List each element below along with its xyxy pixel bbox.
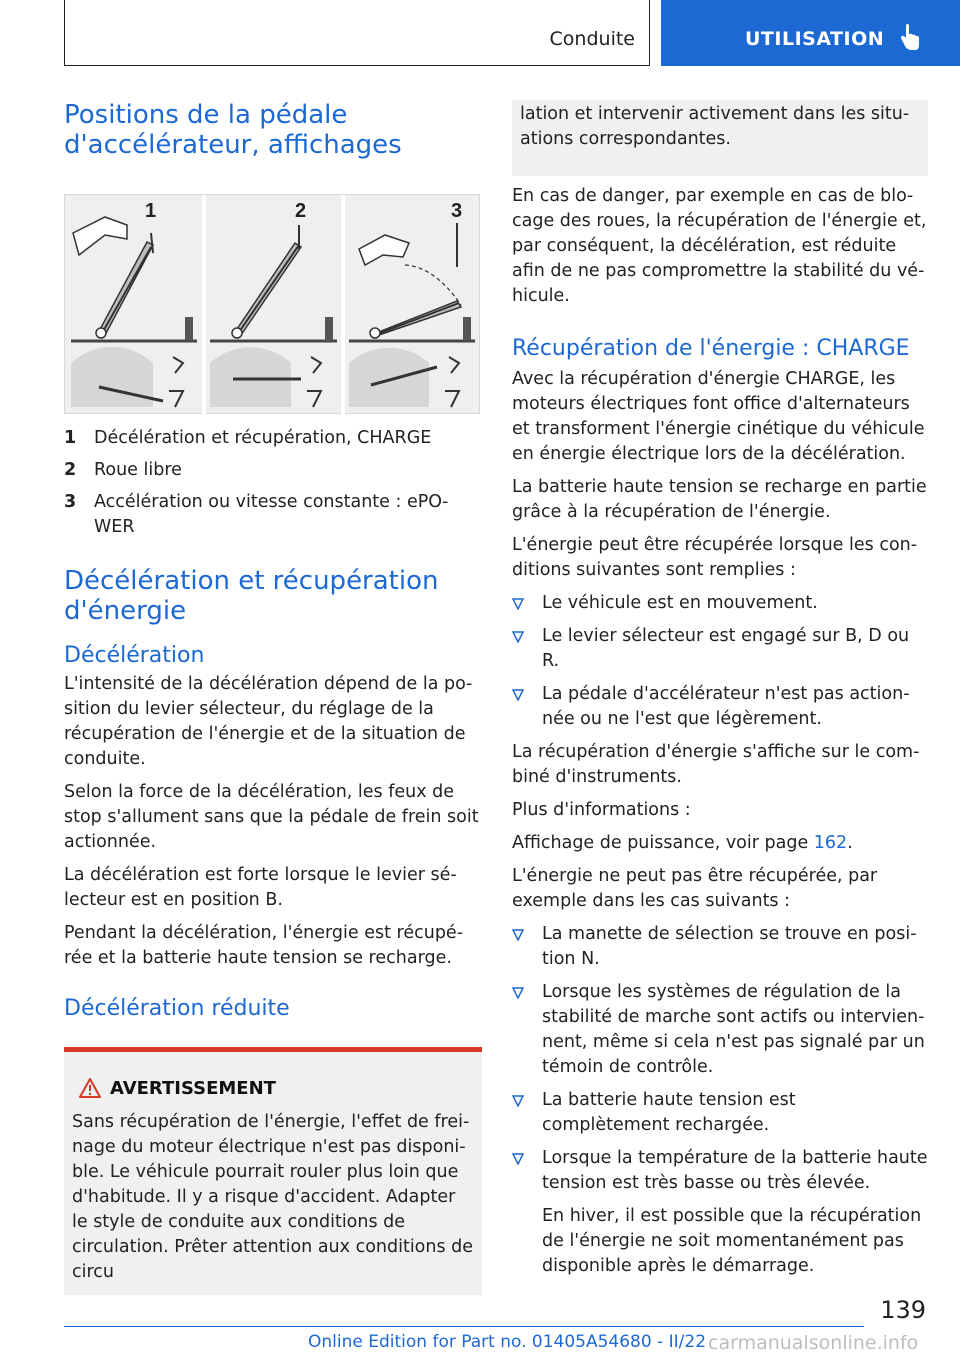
subsection-title-deceleration: Décélération [64,643,205,668]
page-title: Positions de la pédale d'accélérateur, affichages [64,100,402,160]
pedal-positions-figure [64,194,480,414]
warning-triangle-icon [78,1077,102,1099]
header-chapter-box [661,0,960,66]
body-paragraph: La décélération est forte lorsque le levier sélecteur est en position B. [64,865,457,910]
page-reference-link[interactable]: 162 [813,833,848,853]
list-item [512,1088,928,1138]
list-item [512,624,928,674]
hand-pointer-icon [899,24,921,52]
watermark: carmanualsonline.info [708,1332,919,1354]
legend-text: Accélération ou vitesse constante : ePOWER [94,492,449,537]
warning-heading [64,1074,482,1104]
pedal-diagram [65,195,481,415]
list-item-text: Lorsque la température de la batterie haute tension est très basse ou très élevée. [542,1148,928,1193]
list-item [512,922,928,972]
warning-title: AVERTISSEMENT [110,1078,276,1099]
legend-number: 3 [64,492,77,512]
header-section-title: Conduite [549,28,635,50]
footer-divider [64,1326,864,1327]
right-column [512,100,928,1279]
left-column [64,100,482,1295]
list-item-text: Lorsque les systèmes de régulation de la stabilité de marche sont actifs ou interviennent, même si cela n'est pas signalé par un témoin de contrôle. [542,982,925,1077]
list-item [512,980,928,1080]
page-number: 139 [880,1296,926,1324]
warning-text: Sans récupération de l'énergie, l'effet de freinage du moteur électrique n'est pas disponible. Le véhicule pourrait rouler plus loin que d'habitude. Il y a risque d'accident. Adapter le style de conduite aux conditions de circulation. Prêter attention aux conditions de circu [72,1112,474,1282]
body-paragraph: En cas de danger, par exemple en cas de blocage des roues, la récupération de l'énergie et, par conséquent, la décélération, est réduite afin de ne pas compromettre la stabilité du véhicule. [512,186,927,306]
legend-text: Roue libre [94,460,182,480]
legend-item [64,490,482,540]
body-paragraph: L'énergie ne peut pas être récupérée, par exemple dans les cas suivants : [512,866,878,911]
warning-text-continued: lation et intervenir activement dans les situations correspondantes. [512,100,928,176]
panel-label-3: 3 [451,200,463,222]
warning-box [64,1047,482,1295]
bullet-triangle-icon [512,1153,524,1165]
body-paragraph: La batterie haute tension se recharge en partie grâce à la récupération de l'énergie. [512,477,927,522]
list-item [512,1146,928,1196]
bullet-triangle-icon [512,1095,524,1107]
list-item-text: Le levier sélecteur est engagé sur B, D ou R. [542,626,910,671]
body-paragraph: Selon la force de la décélération, les feux de stop s'allument sans que la pédale de frein soit actionnée. [64,782,479,852]
bullet-triangle-icon [512,598,524,610]
figure-legend [64,426,482,540]
body-paragraph: Plus d'informations : [512,800,691,820]
body-paragraph: L'énergie peut être récupérée lorsque les conditions suivantes sont remplies : [512,535,918,580]
panel-label-1: 1 [145,200,157,222]
legend-item [64,458,482,483]
body-paragraph: Avec la récupération d'énergie CHARGE, les moteurs électriques font office d'alternateurs et transforment l'énergie cinétique du véhicule en énergie électrique lors de la décélération. [512,369,925,464]
bullet-triangle-icon [512,987,524,999]
bullet-triangle-icon [512,689,524,701]
footer-edition: Online Edition for Part no. 01405A54680 - II/22 [308,1332,707,1352]
list-item [512,591,928,616]
bullet-triangle-icon [512,631,524,643]
page-reference-text: Affichage de puissance, voir page [512,833,814,853]
body-paragraph: Pendant la décélération, l'énergie est récupérée et la batterie haute tension se recharge. [64,923,464,968]
legend-item [64,426,482,451]
body-paragraph: L'intensité de la décélération dépend de la position du levier sélecteur, du réglage de la récupération de l'énergie et de la situation de conduite. [64,674,473,769]
header-section-box [64,0,650,66]
body-paragraph: La récupération d'énergie s'affiche sur le combiné d'instruments. [512,742,920,787]
bullet-triangle-icon [512,929,524,941]
list-item [512,682,928,732]
panel-label-2: 2 [295,200,307,222]
list-item-text: La manette de sélection se trouve en position N. [542,924,917,969]
legend-text: Décélération et récupération, CHARGE [94,428,432,448]
list-item-text: La batterie haute tension est complètement rechargée. [542,1090,796,1135]
legend-number: 2 [64,460,77,480]
page-reference-suffix: . [847,833,853,853]
list-item-text: La pédale d'accélérateur n'est pas actionnée ou ne l'est que légèrement. [542,684,910,729]
subsection-title-reduced-deceleration: Décélération réduite [64,996,290,1021]
page-reference [512,831,928,856]
list-item-text: Le véhicule est en mouvement. [542,593,818,613]
header-chapter-title: UTILISATION [745,28,885,50]
subsection-title-charge: Récupération de l'énergie : CHARGE [512,336,910,361]
list-item-note: En hiver, il est possible que la récupération de l'énergie ne soit momentanément pas disponible après le démarrage. [542,1206,922,1276]
legend-number: 1 [64,428,77,448]
section-title-deceleration-recovery: Décélération et récupération d'énergie [64,566,439,626]
